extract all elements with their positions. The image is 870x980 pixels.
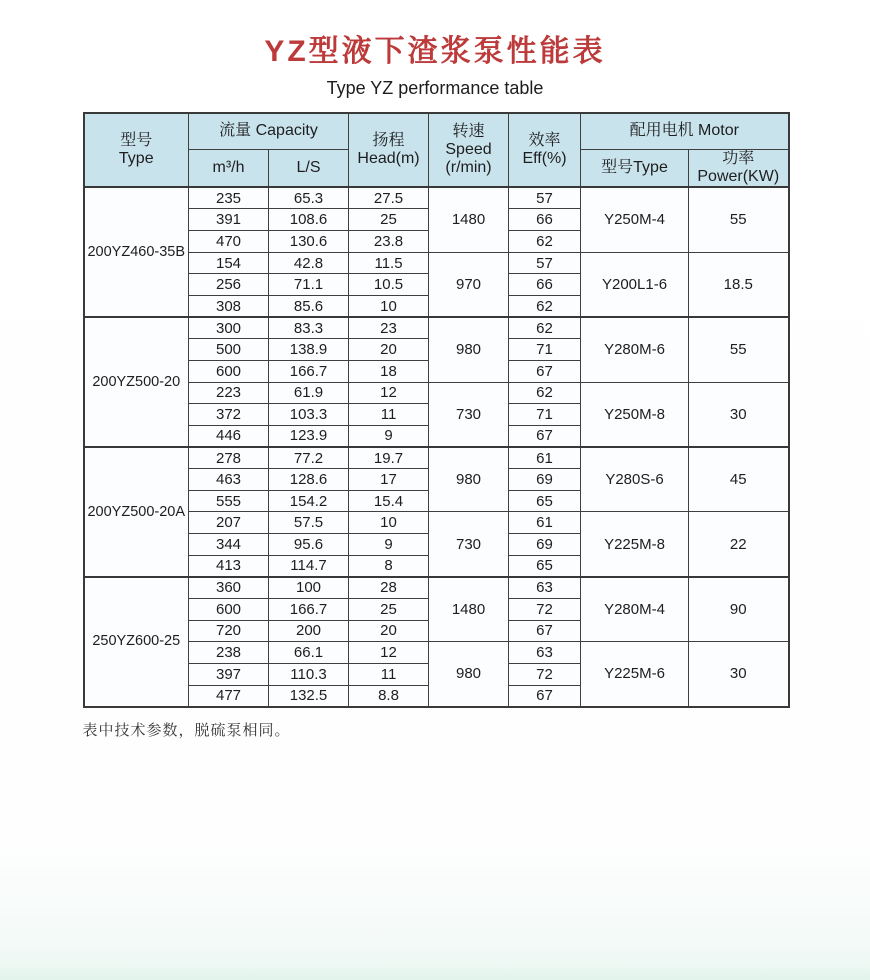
cell-head: 9 <box>349 534 429 556</box>
cell-eff: 63 <box>509 577 581 599</box>
cell-capacity-m3h: 413 <box>189 555 269 577</box>
cell-eff: 61 <box>509 512 581 534</box>
cell-capacity-m3h: 600 <box>189 598 269 620</box>
cell-eff: 67 <box>509 360 581 382</box>
cell-head: 8.8 <box>349 685 429 707</box>
cell-model: 200YZ500-20 <box>84 317 189 447</box>
cell-capacity-ls: 108.6 <box>269 209 349 231</box>
cell-eff: 67 <box>509 685 581 707</box>
cell-capacity-ls: 114.7 <box>269 555 349 577</box>
cell-model: 250YZ600-25 <box>84 577 189 707</box>
cell-capacity-ls: 166.7 <box>269 360 349 382</box>
cell-head: 10 <box>349 295 429 317</box>
cell-eff: 63 <box>509 642 581 664</box>
col-header-type-zh: 型号 <box>120 131 153 149</box>
cell-capacity-m3h: 720 <box>189 620 269 642</box>
cell-capacity-m3h: 555 <box>189 490 269 512</box>
cell-head: 12 <box>349 382 429 404</box>
cell-eff: 69 <box>509 469 581 491</box>
cell-head: 27.5 <box>349 187 429 209</box>
col-header-eff-zh: 效率 <box>528 131 561 149</box>
cell-capacity-ls: 132.5 <box>269 685 349 707</box>
cell-capacity-m3h: 477 <box>189 685 269 707</box>
col-header-eff <box>509 113 581 187</box>
cell-motor-type: Y280M-4 <box>581 577 689 642</box>
cell-head: 18 <box>349 360 429 382</box>
col-header-head <box>349 113 429 187</box>
cell-capacity-m3h: 500 <box>189 339 269 361</box>
cell-capacity-ls: 110.3 <box>269 663 349 685</box>
col-header-head-zh: 扬程 <box>372 131 405 149</box>
col-header-type-en: Type <box>118 150 154 168</box>
page-title: YZ型液下渣浆泵性能表 <box>264 35 606 68</box>
cell-capacity-ls: 65.3 <box>269 187 349 209</box>
cell-capacity-m3h: 372 <box>189 404 269 426</box>
col-header-speed-en: Speed <box>445 140 492 158</box>
col-header-head-en: Head(m) <box>357 150 420 168</box>
cell-capacity-ls: 103.3 <box>269 404 349 426</box>
cell-capacity-m3h: 278 <box>189 447 269 469</box>
cell-capacity-ls: 123.9 <box>269 425 349 447</box>
cell-capacity-m3h: 235 <box>189 187 269 209</box>
cell-head: 17 <box>349 469 429 491</box>
cell-eff: 71 <box>509 404 581 426</box>
cell-model: 200YZ460-35B <box>84 187 189 317</box>
cell-motor-type: Y250M-8 <box>581 382 689 447</box>
cell-capacity-m3h: 223 <box>189 382 269 404</box>
cell-capacity-m3h: 397 <box>189 663 269 685</box>
cell-capacity-m3h: 308 <box>189 295 269 317</box>
col-header-speed-zh: 转速 <box>452 122 485 140</box>
cell-motor-type: Y280M-6 <box>581 317 689 382</box>
cell-head: 25 <box>349 209 429 231</box>
cell-eff: 72 <box>509 598 581 620</box>
col-header-speed-unit: (r/min) <box>445 159 492 177</box>
cell-eff: 67 <box>509 620 581 642</box>
cell-speed: 980 <box>429 317 509 382</box>
table-row <box>84 382 789 404</box>
cell-eff: 62 <box>509 231 581 253</box>
cell-head: 8 <box>349 555 429 577</box>
cell-motor-power: 45 <box>689 447 789 512</box>
cell-head: 11 <box>349 404 429 426</box>
cell-eff: 67 <box>509 425 581 447</box>
cell-head: 19.7 <box>349 447 429 469</box>
cell-head: 20 <box>349 620 429 642</box>
cell-head: 20 <box>349 339 429 361</box>
table-header <box>84 113 789 187</box>
cell-head: 15.4 <box>349 490 429 512</box>
cell-speed: 980 <box>429 642 509 707</box>
cell-eff: 57 <box>509 252 581 274</box>
pump-group <box>84 317 789 447</box>
col-header-capacity: 流量 Capacity <box>189 113 349 149</box>
col-header-eff-en: Eff(%) <box>522 150 567 168</box>
cell-eff: 69 <box>509 534 581 556</box>
table-row <box>84 187 789 209</box>
cell-motor-power: 55 <box>689 317 789 382</box>
cell-capacity-m3h: 463 <box>189 469 269 491</box>
cell-head: 28 <box>349 577 429 599</box>
cell-eff: 71 <box>509 339 581 361</box>
table-row <box>84 577 789 599</box>
cell-eff: 57 <box>509 187 581 209</box>
col-header-unit-m3h: m³/h <box>189 149 269 187</box>
table-row <box>84 252 789 274</box>
cell-capacity-m3h: 360 <box>189 577 269 599</box>
col-header-unit-ls: L/S <box>269 149 349 187</box>
cell-capacity-m3h: 470 <box>189 231 269 253</box>
cell-head: 9 <box>349 425 429 447</box>
cell-eff: 72 <box>509 663 581 685</box>
bottom-tint-bar <box>0 966 870 980</box>
cell-capacity-ls: 200 <box>269 620 349 642</box>
cell-speed: 1480 <box>429 577 509 642</box>
col-header-motor: 配用电机 Motor <box>581 113 789 149</box>
cell-motor-type: Y225M-6 <box>581 642 689 707</box>
cell-motor-power: 30 <box>689 382 789 447</box>
cell-head: 25 <box>349 598 429 620</box>
cell-model: 200YZ500-20A <box>84 447 189 577</box>
table-container <box>83 112 788 740</box>
cell-capacity-ls: 154.2 <box>269 490 349 512</box>
cell-capacity-ls: 95.6 <box>269 534 349 556</box>
col-header-speed <box>429 113 509 187</box>
cell-motor-type: Y225M-8 <box>581 512 689 577</box>
pump-group <box>84 577 789 707</box>
cell-head: 11 <box>349 663 429 685</box>
cell-capacity-ls: 66.1 <box>269 642 349 664</box>
cell-head: 23.8 <box>349 231 429 253</box>
cell-capacity-ls: 71.1 <box>269 274 349 296</box>
pump-group <box>84 187 789 317</box>
header-row-1 <box>84 113 789 149</box>
cell-capacity-m3h: 391 <box>189 209 269 231</box>
cell-capacity-m3h: 256 <box>189 274 269 296</box>
footnote: 表中技术参数，脱硫泵相同。 <box>82 721 291 739</box>
cell-motor-power: 18.5 <box>689 252 789 317</box>
cell-eff: 61 <box>509 447 581 469</box>
cell-capacity-m3h: 154 <box>189 252 269 274</box>
cell-speed: 730 <box>429 512 509 577</box>
cell-eff: 66 <box>509 209 581 231</box>
cell-motor-type: Y200L1-6 <box>581 252 689 317</box>
cell-capacity-m3h: 207 <box>189 512 269 534</box>
cell-motor-power: 55 <box>689 187 789 252</box>
cell-capacity-ls: 61.9 <box>269 382 349 404</box>
table-row <box>84 317 789 339</box>
cell-head: 10 <box>349 512 429 534</box>
cell-capacity-m3h: 446 <box>189 425 269 447</box>
cell-eff: 65 <box>509 555 581 577</box>
cell-capacity-ls: 100 <box>269 577 349 599</box>
cell-motor-power: 22 <box>689 512 789 577</box>
cell-motor-power: 90 <box>689 577 789 642</box>
pump-group <box>84 447 789 577</box>
cell-speed: 970 <box>429 252 509 317</box>
cell-capacity-m3h: 600 <box>189 360 269 382</box>
cell-capacity-ls: 85.6 <box>269 295 349 317</box>
table-row <box>84 642 789 664</box>
cell-speed: 730 <box>429 382 509 447</box>
cell-speed: 980 <box>429 447 509 512</box>
cell-head: 11.5 <box>349 252 429 274</box>
cell-eff: 65 <box>509 490 581 512</box>
col-header-type <box>84 113 189 187</box>
cell-capacity-ls: 77.2 <box>269 447 349 469</box>
cell-eff: 66 <box>509 274 581 296</box>
performance-table <box>83 112 790 708</box>
cell-capacity-m3h: 300 <box>189 317 269 339</box>
cell-eff: 62 <box>509 382 581 404</box>
cell-capacity-ls: 130.6 <box>269 231 349 253</box>
page-subtitle: Type YZ performance table <box>326 78 544 98</box>
cell-head: 12 <box>349 642 429 664</box>
col-header-motor-power: 功率Power(KW) <box>689 149 789 187</box>
table-row <box>84 512 789 534</box>
cell-head: 10.5 <box>349 274 429 296</box>
cell-head: 23 <box>349 317 429 339</box>
cell-capacity-m3h: 344 <box>189 534 269 556</box>
cell-capacity-ls: 128.6 <box>269 469 349 491</box>
cell-motor-type: Y250M-4 <box>581 187 689 252</box>
cell-capacity-ls: 138.9 <box>269 339 349 361</box>
cell-capacity-ls: 166.7 <box>269 598 349 620</box>
cell-speed: 1480 <box>429 187 509 252</box>
table-row <box>84 447 789 469</box>
cell-motor-type: Y280S-6 <box>581 447 689 512</box>
cell-capacity-ls: 42.8 <box>269 252 349 274</box>
cell-capacity-m3h: 238 <box>189 642 269 664</box>
cell-eff: 62 <box>509 295 581 317</box>
cell-capacity-ls: 83.3 <box>269 317 349 339</box>
col-header-motor-type: 型号Type <box>581 149 689 187</box>
cell-eff: 62 <box>509 317 581 339</box>
cell-motor-power: 30 <box>689 642 789 707</box>
cell-capacity-ls: 57.5 <box>269 512 349 534</box>
